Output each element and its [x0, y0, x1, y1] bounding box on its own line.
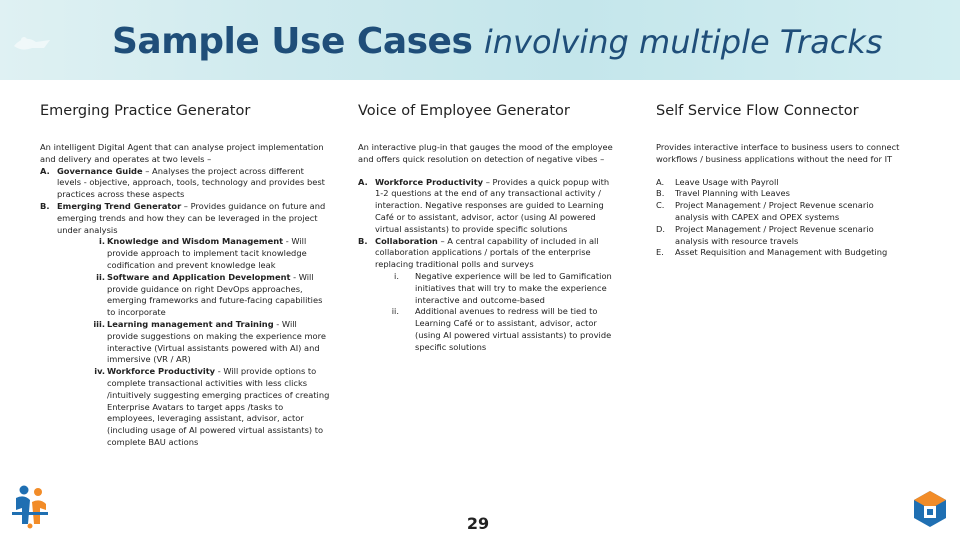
sub-item-title: Learning management and Training [107, 318, 274, 329]
item-text: – A central capability of included in all collaboration applications / portals of the enterprise replacing traditional polls and surveys [375, 235, 599, 270]
list-item [40, 166, 330, 201]
column-intro: An interactive plug-in that gauges the mood of the employee and offers quick resolution on detection of negative vibes – [358, 142, 613, 164]
sub-list [375, 271, 618, 354]
list-item [656, 247, 906, 259]
column-voice-of-employee [358, 98, 618, 354]
sub-marker: ii. [391, 306, 399, 317]
sub-list-item [57, 272, 330, 319]
item-title: Workforce Productivity [375, 176, 484, 187]
list-item [656, 188, 906, 200]
hexagon-logo-icon [913, 490, 947, 528]
list-marker: A. [358, 176, 368, 187]
sub-marker: iv. [94, 366, 105, 377]
sub-item-text: Negative experience will be led to Gamification initiatives that will try to make the experience interactive and outcome-based [415, 270, 612, 305]
list-marker: B. [40, 200, 50, 211]
sub-item-text: - Will provide guidance on right DevOps approaches, emerging frameworks and future-facing capabilities to incorporate [107, 271, 323, 318]
sub-list-item [375, 271, 618, 306]
item-text: Project Management / Project Revenue scenario analysis with resource travels [675, 223, 874, 246]
item-text: Leave Usage with Payroll [675, 176, 779, 187]
banner-deco-icon [10, 28, 58, 58]
sub-item-text: - Will provide suggestions on making the experience more interactive (Virtual assistants powered with AI) and immersive (VR / AR) [107, 318, 326, 365]
list-marker: A. [40, 165, 50, 176]
sub-list-item [57, 366, 330, 449]
column-emerging-practice [40, 98, 330, 449]
item-list [656, 177, 906, 260]
column-intro: An intelligent Digital Agent that can analyse project implementation and delivery and operates at two levels – [40, 142, 324, 164]
title-sub: involving multiple Tracks [483, 23, 883, 61]
title-banner [0, 0, 960, 80]
item-title: Governance Guide [57, 165, 143, 176]
sub-list-item [57, 236, 330, 271]
list-item [656, 177, 906, 189]
sub-list [57, 236, 330, 448]
page-title [112, 18, 882, 66]
list-marker: B. [358, 235, 368, 246]
item-text: – Provides guidance on future and emerging trends and how they can be leveraged in the project under analysis [57, 200, 326, 235]
item-list [40, 166, 330, 449]
list-marker: C. [656, 200, 665, 211]
list-item [358, 236, 618, 354]
column-heading: Voice of Employee Generator [358, 103, 570, 119]
item-text: Travel Planning with Leaves [675, 188, 790, 199]
item-title: Emerging Trend Generator [57, 200, 182, 211]
people-logo-icon [10, 484, 50, 530]
list-item [656, 200, 906, 224]
sub-item-text: - Will provide approach to implement tacit knowledge codification and prevent knowledge leak [107, 236, 307, 270]
column-heading: Self Service Flow Connector [656, 103, 859, 119]
list-item [358, 177, 618, 236]
list-marker: B. [656, 188, 665, 199]
sub-item-title: Workforce Productivity [107, 366, 216, 377]
item-text: Asset Requisition and Management with Budgeting [675, 247, 888, 258]
sub-marker: i. [99, 236, 105, 247]
list-item [40, 201, 330, 449]
list-marker: D. [656, 223, 666, 234]
item-text: – Analyses the project across different levels - objective, approach, tools, technology and provides best practices across these aspects [57, 165, 325, 200]
item-title: Collaboration [375, 235, 438, 246]
list-item [656, 224, 906, 248]
column-heading: Emerging Practice Generator [40, 103, 251, 119]
item-text: – Provides a quick popup with 1-2 questions at the end of any transactional activity / interaction. Negative responses are guided to Learning Café or to assistant, advisor, actor (using AI powered virtual assistants) to provide specific solutions [375, 176, 610, 234]
list-marker: A. [656, 176, 665, 187]
column-self-service [656, 98, 906, 259]
sub-list-item [375, 306, 618, 353]
page-number: 29 [466, 514, 490, 533]
sub-item-text: Additional avenues to redress will be tied to Learning Café or to assistant, advisor, actor (using AI powered virtual assistants) to provide specific solutions [415, 306, 612, 352]
item-text: Project Management / Project Revenue scenario analysis with CAPEX and OPEX systems [675, 200, 874, 222]
sub-marker: i. [394, 270, 399, 281]
sub-item-text: - Will provide options to complete transactional activities with less clicks /intuitively suggesting emerging practices of creating Enterprise Avatars to target apps /tasks to employees, leveraging assistant, advisor, actor (including usage of AI powered virtual assistants) to complete BAU actions [107, 366, 330, 447]
sub-item-title: Knowledge and Wisdom Management [107, 236, 284, 247]
title-main: Sample Use Cases [112, 21, 473, 62]
sub-marker: ii. [96, 271, 105, 282]
list-marker: E. [656, 247, 664, 258]
sub-item-title: Software and Application Development [107, 271, 291, 282]
column-intro: Provides interactive interface to business users to connect workflows / business applications without the need for IT [656, 142, 900, 164]
sub-list-item [57, 319, 330, 366]
sub-marker: iii. [93, 318, 105, 329]
item-list [358, 177, 618, 354]
